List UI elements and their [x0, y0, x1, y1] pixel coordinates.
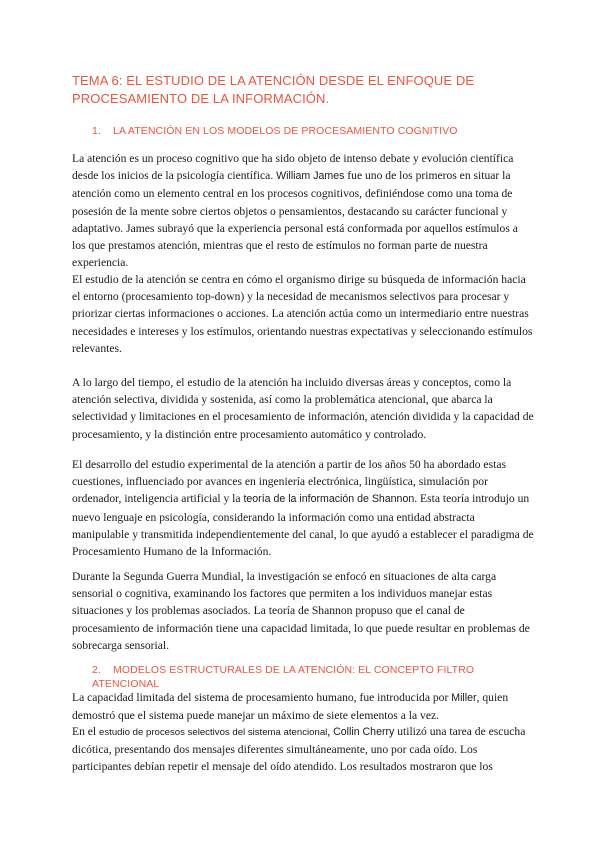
highlighted-name: William James [276, 170, 345, 183]
text-run: utilizó una tarea de escucha dicótica, presentando dos mensajes diferentes simultáneamente, uno por cada oído. Los participantes debían repetir el mensaje del oído atendido. Los resultados mostraron que los [72, 725, 526, 774]
section-title: MODELOS ESTRUCTURALES DE LA ATENCIÓN: EL CONCEPTO FILTRO ATENCIONAL [92, 664, 475, 690]
paragraph-5: Durante la Segunda Guerra Mundial, la investigación se enfocó en situaciones de alta carga sensorial o cognitiva, examinando los factores que permiten a los individuos manejar estas situaciones y los problemas asociados. La teoría de Shannon propuso que el canal de procesamiento de información tiene una capacidad limitada, lo que puede resultar en problemas de sobrecarga sensorial. [72, 570, 530, 652]
document-title: TEMA 6: EL ESTUDIO DE LA ATENCIÓN DESDE EL ENFOQUE DE PROCESAMIENTO DE LA INFORMACIÓN. [72, 73, 475, 106]
section-heading-2 [92, 663, 532, 691]
paragraph-3: A lo largo del tiempo, el estudio de la atención ha incluido diversas áreas y conceptos, como la atención selectiva, dividida y sostenida, así como la problemática atencional, que abarca la selectividad y limitaciones en el procesamiento de información, atención dividida y la capacidad de procesamiento, y la distinción entre procesamiento automático y controlado. [72, 376, 534, 441]
highlighted-name: teoría de la información de Shannon [243, 493, 415, 506]
text-run: La capacidad limitada del sistema de procesamiento humano, fue introducida por [72, 691, 452, 704]
small-text-run: estudio de procesos selectivos del sistema atencional [99, 727, 328, 738]
text-run: fue uno de los primeros en situar la atención como un elemento central en los procesos cognitivos, definiéndose como una toma de posesión de la mente sobre ciertos objetos o pensamientos, destacando su carácter funcional y adaptativo. James subrayó que la experiencia personal está conformada por aquellos estímulos a los que prestamos atención, mientras que el resto de estímulos no forman parte de nuestra experiencia. [72, 169, 518, 270]
paragraph-1 [72, 150, 534, 271]
section-number: 2. [92, 664, 101, 676]
paragraph-7 [72, 723, 534, 776]
section-number: 1. [92, 125, 101, 137]
text-run: , [327, 725, 334, 738]
paragraph-6 [72, 689, 534, 724]
paragraph-4 [72, 456, 534, 560]
section-title: LA ATENCIÓN EN LOS MODELOS DE PROCESAMIENTO COGNITIVO [113, 125, 458, 137]
highlighted-name: Miller [451, 692, 477, 704]
text-run: En el [72, 725, 100, 738]
section-heading-1 [92, 124, 532, 138]
text-run: , quien demostró que el sistema puede manejar un máximo de siete elementos a la vez. [72, 691, 509, 723]
text-run: La atención es un proceso cognitivo que ha sido objeto de intenso debate y evolución científica desde los inicios de la psicología científica. [72, 152, 514, 183]
paragraph-2: El estudio de la atención se centra en cómo el organismo dirige su búsqueda de información hacia el entorno (procesamiento top-down) y la necesidad de mecanismos selectivos para procesar y priorizar ciertas informaciones o acciones. La atención actúa como un intermediario entre nuestras necesidades e intereses y los estímulos, orientando nuestras expectativas y seleccionando estímulos relevantes. [72, 273, 533, 355]
text-run: . Esta teoría introdujo un nuevo lenguaje en psicología, considerando la información como una entidad abstracta manipulable y transmitida independientemente del canal, lo que ayudó a establecer el paradigma de Procesamiento Humano de la Información. [72, 492, 534, 559]
text-run: El desarrollo del estudio experimental de la atención a partir de los años 50 ha abordado estas cuestiones, influenciado por avances en ingeniería electrónica, lingüística, simulación por ordenador, inteligencia artificial y la [72, 458, 506, 506]
highlighted-name: Collin Cherry [333, 726, 395, 738]
